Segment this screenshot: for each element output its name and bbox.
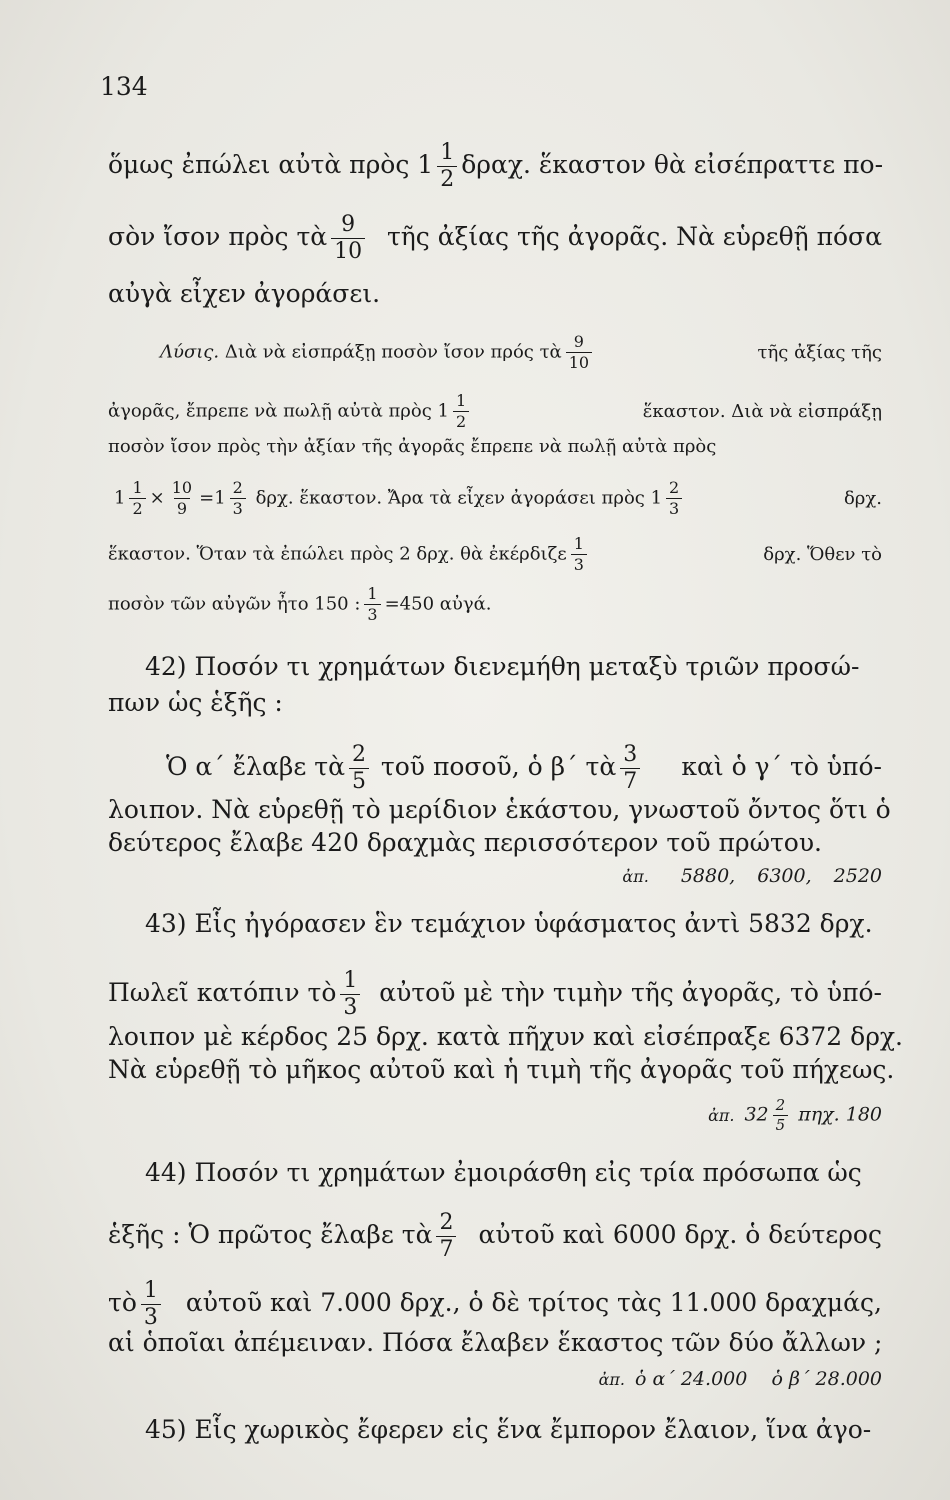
solution-line-4: 1 $\frac{1}{2}$ × $\frac{10}{9}$ =1 $\frac{2}{3}$ δρχ. ἕκαστον. Ἄρα τὰ εἶχεν ἀγοράσει πρὸς 1 $\frac{2}{3}$ δρχ. <box>114 478 882 518</box>
p44-answer: ἀπ. ὁ α΄ 24.000 ὁ β΄ 28.000 <box>598 1368 882 1390</box>
intro-line-2 <box>108 214 882 263</box>
fraction: $\frac{1}{3}$ <box>340 970 360 1019</box>
solution-line-6: ποσὸν τῶν αὐγῶν ἦτο 150 : $\frac{1}{3}$ =450 αὐγά. <box>108 584 492 624</box>
fraction: $\frac{2}{3}$ <box>230 480 246 517</box>
fraction: $\frac{9}{10}$ <box>331 214 365 263</box>
p42-answer: ἀπ. 5880, 6300, 2520 <box>622 865 882 887</box>
fraction: $\frac{1}{3}$ <box>571 536 587 573</box>
p43-line-2: Πωλεῖ κατόπιν τὸ $\frac{1}{3}$ αὐτοῦ μὲ τὴν τιμὴν τῆς ἀγορᾶς, τὸ ὑπό- <box>108 968 882 1020</box>
intro-line-1 <box>108 142 882 191</box>
p43-answer: ἀπ. 32 $\frac{2}{5}$ πηχ. 180 <box>708 1096 882 1134</box>
fraction: $\frac{2}{3}$ <box>666 480 682 517</box>
solution-label: Λύσις. <box>160 341 220 363</box>
fraction: $\frac{2}{5}$ <box>349 744 369 793</box>
p42-line-1: 42) Ποσόν τι χρημάτων διενεμήθη μεταξὺ τριῶν προσώ- <box>145 652 860 681</box>
intro-text: ὅμως ἐπώλει αὐτὰ πρὸς 1 $\frac{1}{2}$ <box>108 142 461 191</box>
fraction: $\frac{2}{7}$ <box>436 1212 456 1261</box>
intro-text: σὸν ἴσον πρὸς τὰ $\frac{9}{10}$ <box>108 214 369 263</box>
intro-text: τῆς ἀξίας τῆς ἀγορᾶς. Νὰ εὑρεθῇ πόσα <box>386 222 882 251</box>
p43-line-4: Νὰ εὑρεθῇ τὸ μῆκος αὐτοῦ καὶ ἡ τιμὴ τῆς ἀγορᾶς τοῦ πήχεως. <box>108 1055 895 1084</box>
p42-line-4: λοιπον. Νὰ εὑρεθῇ τὸ μερίδιον ἑκάστου, γνωστοῦ ὄντος ὅτι ὁ <box>108 795 891 824</box>
fraction: $\frac{1}{2}$ <box>453 393 469 430</box>
fraction: $\frac{9}{10}$ <box>566 334 592 371</box>
p44-line-4: αἱ ὁποῖαι ἀπέμειναν. Πόσα ἔλαβεν ἕκαστος τῶν δύο ἄλλων ; <box>108 1328 883 1357</box>
fraction: $\frac{2}{5}$ <box>773 1098 789 1133</box>
page-number: 134 <box>100 72 148 101</box>
fraction: $\frac{10}{9}$ <box>171 478 193 518</box>
p42-line-3: Ὁ α΄ ἔλαβε τὰ $\frac{2}{5}$ τοῦ ποσοῦ, ὁ β΄ τὰ $\frac{3}{7}$ καὶ ὁ γ΄ τὸ ὑπό- <box>166 742 882 794</box>
solution-line-2: ἀγορᾶς, ἔπρεπε νὰ πωλῇ αὐτὰ πρὸς 1 $\frac{1}{2}$ ἕκαστον. Διὰ νὰ εἰσπράξῃ <box>108 391 882 431</box>
p44-line-2: ἑξῆς : Ὁ πρῶτος ἔλαβε τὰ $\frac{2}{7}$ αὐτοῦ καὶ 6000 δρχ. ὁ δεύτερος <box>108 1210 882 1262</box>
p43-line-3: λοιπον μὲ κέρδος 25 δρχ. κατὰ πῆχυν καὶ εἰσέπραξε 6372 δρχ. <box>108 1022 903 1051</box>
fraction: $\frac{3}{7}$ <box>620 744 640 793</box>
fraction: $\frac{1}{2}$ <box>437 142 457 191</box>
solution-line-1: Λύσις. Διὰ νὰ εἰσπράξῃ ποσὸν ἴσον πρός τὰ $\frac{9}{10}$ τῆς ἀξίας τῆς <box>160 332 882 372</box>
p44-line-3: τὸ $\frac{1}{3}$ αὐτοῦ καὶ 7.000 δρχ., ὁ δὲ τρίτος τὰς 11.000 δραχμάς, <box>108 1278 882 1330</box>
fraction: $\frac{1}{3}$ <box>141 1280 161 1329</box>
p42-line-5: δεύτερος ἔλαβε 420 δραχμὰς περισσότερον τοῦ πρώτου. <box>108 828 823 857</box>
p43-line-1: 43) Εἷς ἠγόρασεν ἓν τεμάχιον ὑφάσματος ἀντὶ 5832 δρχ. <box>145 909 873 938</box>
intro-line-3: αὐγὰ εἶχεν ἀγοράσει. <box>108 279 381 308</box>
p42-line-2: πων ὡς ἑξῆς : <box>108 688 283 717</box>
fraction: $\frac{1}{2}$ <box>129 480 145 517</box>
intro-text: δραχ. ἕκαστον θὰ εἰσέπραττε πο- <box>461 150 884 179</box>
solution-line-3: ποσὸν ἴσον πρὸς τὴν ἀξίαν τῆς ἀγορᾶς ἔπρεπε νὰ πωλῇ αὐτὰ πρὸς <box>108 436 717 457</box>
p44-line-1: 44) Ποσόν τι χρημάτων ἐμοιράσθη εἰς τρία πρόσωπα ὡς <box>145 1158 862 1187</box>
solution-line-5: ἕκαστον. Ὅταν τὰ ἐπώλει πρὸς 2 δρχ. θὰ ἐκέρδιζε $\frac{1}{3}$ δρχ. Ὅθεν τὸ <box>108 534 882 574</box>
fraction: $\frac{1}{3}$ <box>364 586 380 623</box>
p45-line-1: 45) Εἷς χωρικὸς ἔφερεν εἰς ἕνα ἔμπορον ἔλαιον, ἵνα ἀγο- <box>145 1415 872 1444</box>
